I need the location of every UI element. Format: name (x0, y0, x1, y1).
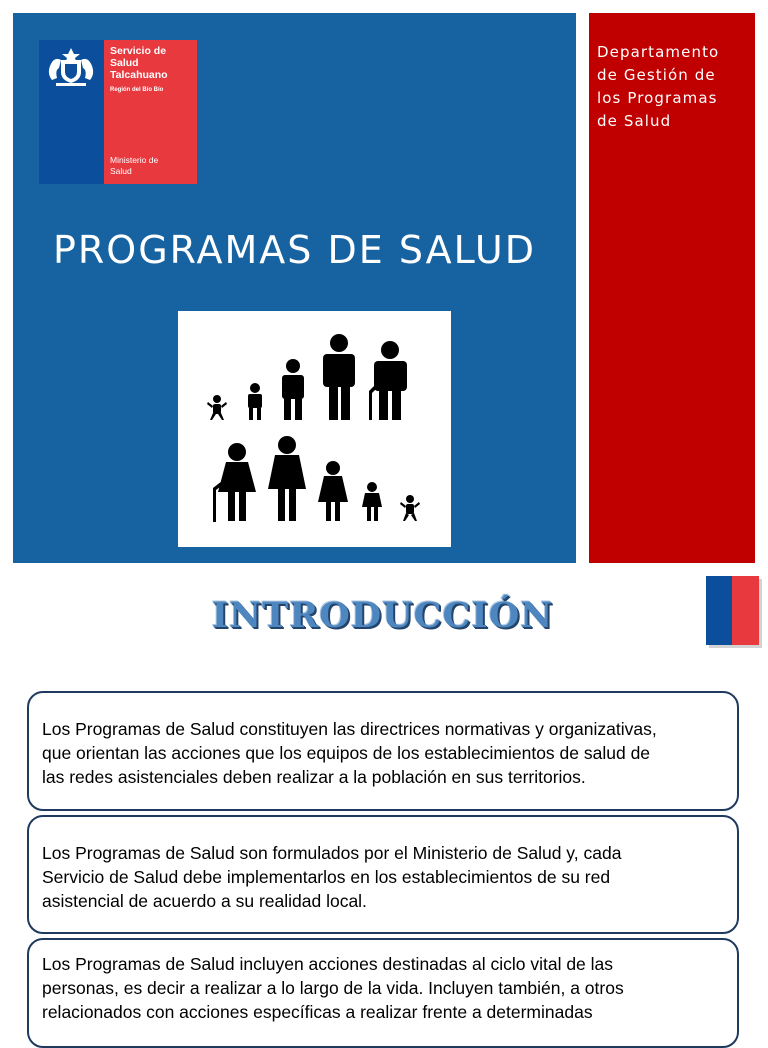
info-line: relacionados con acciones específicas a realizar frente a determinadas (42, 1002, 593, 1022)
servicio-salud-logo (39, 40, 197, 184)
department-line: de Salud (597, 112, 672, 130)
info-line: las redes asistenciales deben realizar a la población en sus territorios. (42, 767, 586, 787)
coat-of-arms-icon (46, 44, 96, 88)
logo-name-line: Talcahuano (110, 69, 168, 81)
logo-ministry-line: Salud (110, 166, 132, 176)
info-box (27, 815, 739, 934)
info-line: personas, es decir a realizar a lo largo de la vida. Incluyen también, a otros (42, 978, 624, 998)
info-line: que orientan las acciones que los equipos de los establecimientos de salud de (42, 743, 651, 763)
elderly-man-icon (369, 341, 407, 420)
department-line: de Gestión de (597, 66, 716, 84)
elderly-woman-icon (213, 443, 256, 522)
girl-icon (318, 461, 348, 521)
adult-woman-icon (268, 436, 306, 521)
info-box (27, 691, 739, 811)
info-line: asistencial de acuerdo a su realidad local. (42, 891, 367, 911)
child-icon (282, 359, 304, 420)
info-box (27, 938, 739, 1048)
life-cycle-illustration (178, 311, 451, 547)
section-title: INTRODUCCIÓN (211, 595, 554, 636)
logo-ministry (110, 155, 196, 177)
toddler-icon (248, 383, 262, 420)
baby-icon (207, 395, 227, 420)
info-line: Servicio de Salud debe implementarlos en los establecimientos de su red (42, 867, 611, 887)
department-line: Departamento (597, 43, 720, 61)
logo-blue-field (39, 40, 104, 184)
chile-flag-icon (706, 576, 762, 648)
department-name (597, 41, 747, 133)
logo-organization-name (110, 45, 196, 81)
toddler-girl-icon (362, 482, 382, 521)
people-silhouettes-icon (178, 311, 451, 547)
baby-icon (400, 495, 420, 521)
department-line: los Programas (597, 89, 718, 107)
logo-ministry-line: Ministerio de (110, 155, 159, 165)
slide-title: PROGRAMAS DE SALUD (52, 228, 537, 272)
logo-name-line: Servicio de (110, 45, 167, 57)
adult-man-icon (323, 334, 355, 420)
logo-name-line: Salud (110, 57, 139, 69)
info-line: Los Programas de Salud constituyen las directrices normativas y organizativas, (42, 719, 657, 739)
info-line: Los Programas de Salud incluyen acciones destinadas al ciclo vital de las (42, 954, 614, 974)
logo-region: Región del Bío Bío (110, 87, 164, 93)
info-line: Los Programas de Salud son formulados por el Ministerio de Salud y, cada (42, 843, 622, 863)
